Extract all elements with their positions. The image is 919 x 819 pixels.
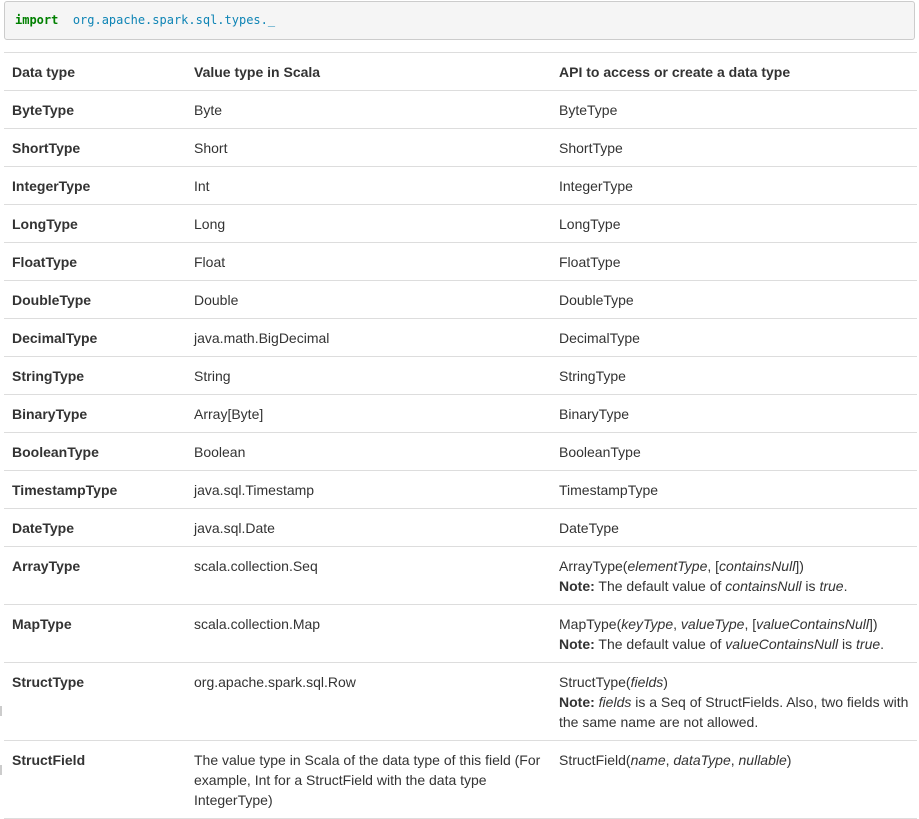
note-text: . (843, 578, 848, 594)
table-row (4, 319, 917, 357)
api-param: containsNull (719, 558, 796, 574)
data-type-cell: ShortType (4, 129, 186, 167)
note-value: true (819, 578, 844, 594)
scala-type-cell: Boolean (186, 433, 551, 471)
data-type-cell: ByteType (4, 91, 186, 129)
api-cell: ByteType (551, 91, 917, 129)
api-signature (559, 616, 878, 632)
data-type-cell: LongType (4, 205, 186, 243)
data-type-cell: TimestampType (4, 471, 186, 509)
api-param: dataType (673, 752, 731, 768)
note-label: Note: (559, 636, 595, 652)
api-close: ]) (795, 558, 804, 574)
scala-type-cell: scala.collection.Map (186, 605, 551, 663)
note-param: valueContainsNull (725, 636, 839, 652)
data-type-cell: BooleanType (4, 433, 186, 471)
api-cell: StringType (551, 357, 917, 395)
api-separator: , (673, 616, 681, 632)
api-param: valueContainsNull (756, 616, 869, 632)
scala-type-cell: Long (186, 205, 551, 243)
api-function-name: ArrayType( (559, 558, 628, 574)
data-types-table (4, 52, 917, 819)
note-label: Note: (559, 694, 595, 710)
api-separator: , (730, 752, 739, 768)
table-header-row (4, 53, 917, 91)
scala-type-cell: The value type in Scala of the data type of this field (For example, Int for a StructField with the data type IntegerType) (186, 741, 551, 819)
api-signature (559, 674, 668, 690)
data-type-cell: DateType (4, 509, 186, 547)
api-cell: IntegerType (551, 167, 917, 205)
table-row (4, 471, 917, 509)
data-type-cell: MapType (4, 605, 186, 663)
api-param: elementType (627, 558, 708, 574)
api-separator: , (665, 752, 674, 768)
note-value: true (856, 636, 881, 652)
import-keyword: import (15, 13, 59, 27)
scala-type-cell: java.math.BigDecimal (186, 319, 551, 357)
note-text: is a Seq of StructFields. Also, two fields with the same name are not allowed. (559, 694, 909, 730)
api-param: keyType (621, 616, 674, 632)
table-row (4, 509, 917, 547)
api-cell (551, 547, 917, 605)
data-type-cell: FloatType (4, 243, 186, 281)
gutter-marker (0, 765, 2, 775)
scala-type-cell: org.apache.spark.sql.Row (186, 663, 551, 741)
scala-type-cell: Short (186, 129, 551, 167)
api-cell: DecimalType (551, 319, 917, 357)
data-type-cell: ArrayType (4, 547, 186, 605)
api-close: ) (786, 752, 792, 768)
table-row-maptype (4, 605, 917, 663)
header-data-type: Data type (4, 53, 186, 91)
api-cell: DoubleType (551, 281, 917, 319)
data-type-cell: DoubleType (4, 281, 186, 319)
table-row-structtype (4, 663, 917, 741)
scala-type-cell: String (186, 357, 551, 395)
api-cell (551, 605, 917, 663)
table-row (4, 281, 917, 319)
data-type-cell: StructType (4, 663, 186, 741)
note-text: is (838, 636, 857, 652)
api-param: valueType (680, 616, 745, 632)
api-cell: FloatType (551, 243, 917, 281)
api-signature (559, 752, 791, 768)
data-type-cell: StructField (4, 741, 186, 819)
data-type-cell: StringType (4, 357, 186, 395)
data-type-cell: IntegerType (4, 167, 186, 205)
header-api: API to access or create a data type (551, 53, 917, 91)
api-param: name (630, 752, 666, 768)
table-row (4, 129, 917, 167)
api-function-name: StructField( (559, 752, 631, 768)
api-cell: BooleanType (551, 433, 917, 471)
table-row-structfield (4, 741, 917, 819)
api-close: ]) (868, 616, 878, 632)
api-separator: , [ (707, 558, 720, 574)
api-note (559, 694, 908, 730)
note-param: containsNull (725, 578, 802, 594)
note-label: Note: (559, 578, 595, 594)
table-row (4, 91, 917, 129)
import-package: org.apache.spark.sql.types._ (72, 13, 276, 27)
table-row (4, 167, 917, 205)
api-cell: LongType (551, 205, 917, 243)
api-cell: ShortType (551, 129, 917, 167)
api-function-name: MapType( (559, 616, 622, 632)
api-cell: TimestampType (551, 471, 917, 509)
api-note (559, 578, 847, 594)
code-block-import (4, 1, 915, 40)
scala-type-cell: Int (186, 167, 551, 205)
table-row (4, 357, 917, 395)
api-cell: DateType (551, 509, 917, 547)
api-cell (551, 663, 917, 741)
gutter-marker (0, 706, 2, 716)
table-row-arraytype (4, 547, 917, 605)
table-row (4, 395, 917, 433)
api-close: ) (663, 674, 668, 690)
scala-type-cell: scala.collection.Seq (186, 547, 551, 605)
api-cell (551, 741, 917, 819)
api-note (559, 636, 884, 652)
scala-type-cell: Byte (186, 91, 551, 129)
api-param: nullable (738, 752, 787, 768)
data-type-cell: DecimalType (4, 319, 186, 357)
table-row (4, 243, 917, 281)
table-row (4, 433, 917, 471)
scala-type-cell: Float (186, 243, 551, 281)
api-param: fields (630, 674, 664, 690)
note-text: The default value of (594, 636, 726, 652)
note-text: is (801, 578, 820, 594)
scala-type-cell: Double (186, 281, 551, 319)
api-signature (559, 558, 804, 574)
scala-type-cell: java.sql.Timestamp (186, 471, 551, 509)
note-text: . (880, 636, 885, 652)
data-type-cell: BinaryType (4, 395, 186, 433)
scala-type-cell: java.sql.Date (186, 509, 551, 547)
note-text: The default value of (594, 578, 726, 594)
table-row (4, 205, 917, 243)
note-param: fields (598, 694, 632, 710)
api-function-name: StructType( (559, 674, 631, 690)
header-value-type-scala: Value type in Scala (186, 53, 551, 91)
api-separator: , [ (744, 616, 757, 632)
api-cell: BinaryType (551, 395, 917, 433)
scala-type-cell: Array[Byte] (186, 395, 551, 433)
